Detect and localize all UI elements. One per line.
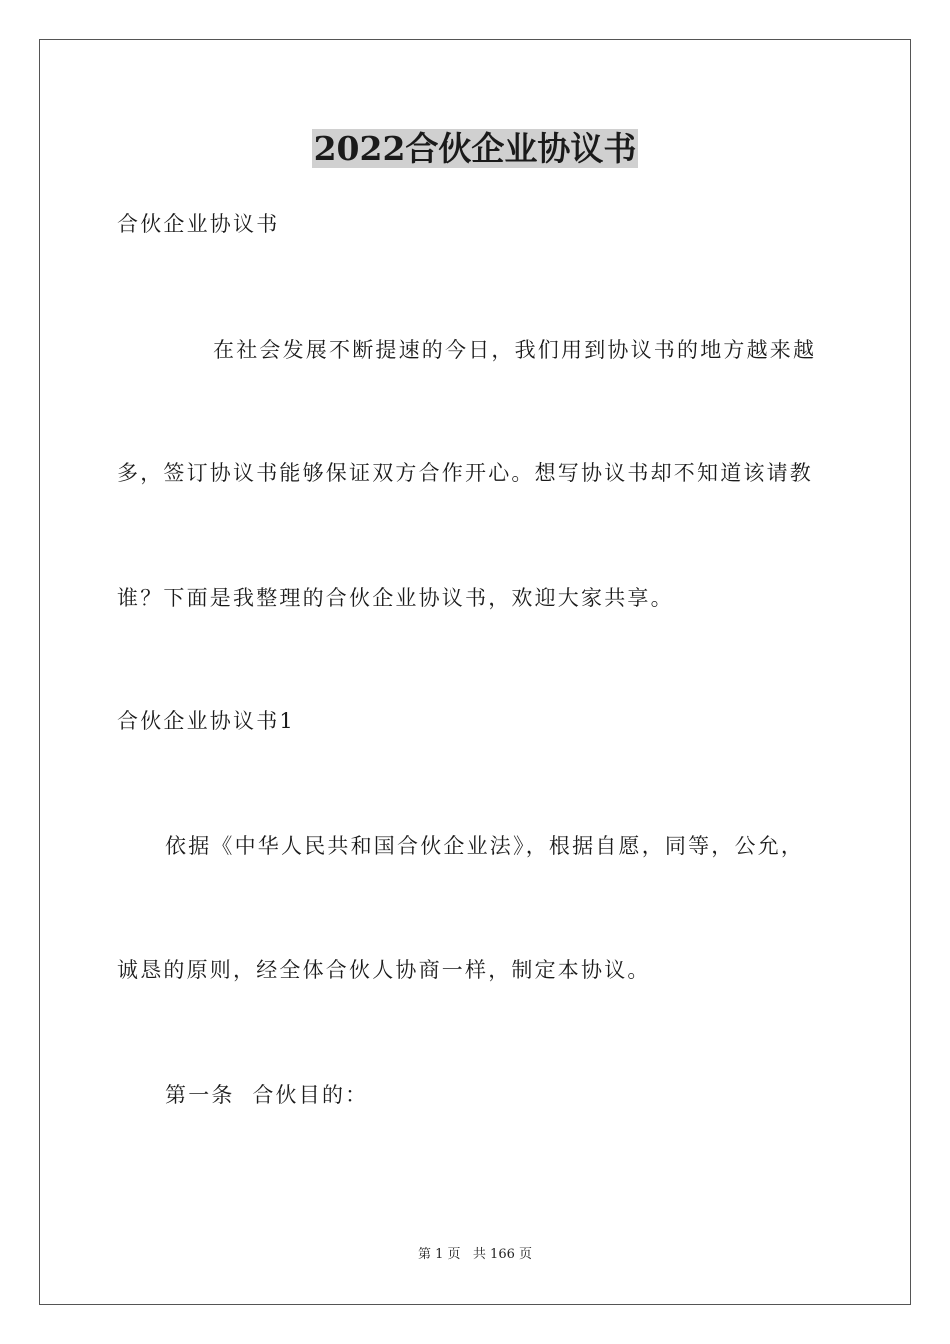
intro-line-3: 谁？下面是我整理的合伙企业协议书，欢迎大家共享。 xyxy=(117,586,674,610)
intro-line-1: 在社会发展不断提速的今日，我们用到协议书的地方越来越 xyxy=(213,338,817,362)
article-one-heading: 第一条 合伙目的： xyxy=(165,1083,369,1107)
section-heading: 合伙企业协议书1 xyxy=(117,709,295,733)
page-footer xyxy=(0,1246,950,1264)
page-number-label: 第 1 页 共 166 页 xyxy=(417,1247,532,1262)
basis-line-2: 诚恳的原则，经全体合伙人协商一样，制定本协议。 xyxy=(117,958,651,982)
document-subtitle: 合伙企业协议书 xyxy=(117,212,280,236)
document-title-text: 2022合伙企业协议书 xyxy=(313,129,637,168)
basis-line-1: 依据《中华人民共和国合伙企业法》，根据自愿，同等，公允， xyxy=(165,834,805,858)
intro-line-2: 多，签订协议书能够保证双方合作开心。想写协议书却不知道该请教 xyxy=(117,461,813,485)
document-title xyxy=(0,126,950,172)
